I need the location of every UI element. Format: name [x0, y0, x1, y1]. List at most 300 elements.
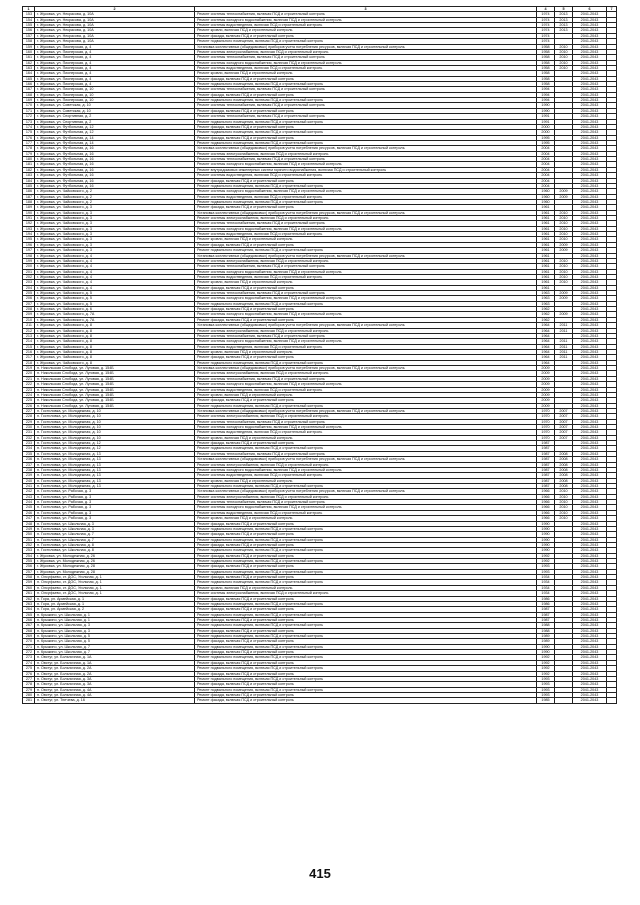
address-cell: г. Жуковка, ул. Чайковского, д. 5 [35, 291, 195, 296]
address-cell: г. Жуковка, ул. Некрасова, д. 10А [35, 23, 195, 28]
address-cell: п. Гостиловка, ул. Молодежная, д. 10 [35, 414, 195, 419]
row-number: 219 [23, 366, 35, 371]
row-number: 187 [23, 194, 35, 199]
row-number: 277 [23, 676, 35, 681]
work-type-cell: Ремонт подвального помещения, включая ПСД и строительный контроль [195, 446, 537, 451]
row-number: 271 [23, 644, 35, 649]
address-cell: г. Жуковка, ул. Чайковского, д. 3 [35, 210, 195, 215]
row-number: 245 [23, 505, 35, 510]
work-type-cell: Ремонт фасада, включая ПСД и строительный контроль [195, 92, 537, 97]
row-number: 259 [23, 580, 35, 585]
year-built-cell: 1961 [537, 285, 555, 290]
planned-period-cell: 2041-2043 [573, 350, 607, 355]
work-type-cell: Ремонт системы теплоснабжения, включая ПСД и строительный контроль [195, 500, 537, 505]
row-number: 230 [23, 425, 35, 430]
row-number: 167 [23, 87, 35, 92]
address-cell: г. Жуковка, ул. Чайковского, д. 3 [35, 248, 195, 253]
planned-period-cell: 2041-2043 [573, 226, 607, 231]
year-built-cell: 1993 [537, 687, 555, 692]
planned-period-cell: 2041-2043 [573, 339, 607, 344]
work-type-cell: Ремонт системы холодного водоснабжения, включая ПСД и строительный контроль [195, 339, 537, 344]
address-cell: п. Никольская Слобода, ул. Луговая, д. 154Б [35, 398, 195, 403]
planned-period-cell: 2041-2043 [573, 483, 607, 488]
work-type-cell: Ремонт подвального помещения, включая ПСД и строительный контроль [195, 183, 537, 188]
planned-period-cell: 2041-2043 [573, 457, 607, 462]
planned-period-cell: 2041-2043 [573, 216, 607, 221]
planned-period-cell: 2041-2043 [573, 591, 607, 596]
last-repair-year-cell: 2008 [555, 467, 573, 472]
row-number: 170 [23, 103, 35, 108]
row-number: 177 [23, 140, 35, 145]
year-built-cell: 1964 [537, 328, 555, 333]
planned-period-cell: 2041-2043 [573, 28, 607, 33]
planned-period-cell: 2041-2043 [573, 232, 607, 237]
address-cell: п. Гостиловка, ул. Рабочая, д. 3 [35, 510, 195, 515]
planned-period-cell: 2041-2043 [573, 419, 607, 424]
row-number: 223 [23, 387, 35, 392]
last-repair-year-cell: 2009 [555, 248, 573, 253]
year-built-cell: 1961 [537, 210, 555, 215]
planned-period-cell: 2041-2043 [573, 366, 607, 371]
row-number: 268 [23, 628, 35, 633]
year-built-cell: 2009 [537, 376, 555, 381]
work-type-cell: Ремонт фасада, включая ПСД и строительный контроль [195, 205, 537, 210]
address-cell: п. Гостиловка, ул. Молодежная, д. 12 [35, 446, 195, 451]
work-type-cell: Ремонт кровли, включая ПСД и строительный контроль [195, 392, 537, 397]
row-number: 227 [23, 408, 35, 413]
last-repair-year-cell: 2009 [555, 242, 573, 247]
row-number: 280 [23, 693, 35, 698]
planned-period-cell: 2041-2043 [573, 387, 607, 392]
year-built-cell: 1966 [537, 494, 555, 499]
work-type-cell: Ремонт системы холодного водоснабжения, включая ПСД и строительный контроль [195, 467, 537, 472]
row-number: 199 [23, 258, 35, 263]
year-built-cell: 1960 [537, 199, 555, 204]
address-cell: п. Овстуг, ул. Больничная, д. 3А [35, 682, 195, 687]
row-number: 247 [23, 516, 35, 521]
work-type-cell: Ремонт системы электроснабжения, включая ПСД и строительный контроль [195, 258, 537, 263]
work-type-cell: Установка коллективных (общедомовых) приборов учета потребления ресурсов, включая ПСД и строительный контроль [195, 44, 537, 49]
work-type-cell: Ремонт кровли, включая ПСД и строительный контроль [195, 516, 537, 521]
work-type-cell: Ремонт системы холодного водоснабжения, включая ПСД и строительный контроль [195, 296, 537, 301]
row-number: 161 [23, 55, 35, 60]
work-type-cell: Ремонт системы холодного водоснабжения, включая ПСД и строительный контроль [195, 382, 537, 387]
planned-period-cell: 2041-2043 [573, 360, 607, 365]
planned-period-cell: 2041-2043 [573, 55, 607, 60]
address-cell: г. Жуковка, ул. Чайковского, д. 3 [35, 216, 195, 221]
year-built-cell: 1987 [537, 457, 555, 462]
address-cell: г. Жуковка, ул. Чайковского, д. 4 [35, 274, 195, 279]
year-built-cell: 1990 [537, 644, 555, 649]
year-built-cell: 2009 [537, 398, 555, 403]
planned-period-cell: 2041-2043 [573, 264, 607, 269]
address-cell: п. Никольская Слобода, ул. Луговая, д. 154Б [35, 376, 195, 381]
work-type-cell: Ремонт системы электроснабжения, включая ПСД и строительный контроль [195, 216, 537, 221]
planned-period-cell: 2041-2043 [573, 65, 607, 70]
address-cell: г. Жуковка, ул. Молодежная, д. 28 [35, 564, 195, 569]
work-type-cell: Ремонт системы холодного водоснабжения, включая ПСД и строительный контроль [195, 60, 537, 65]
row-number: 228 [23, 414, 35, 419]
address-cell: п. Гостиловка, ул. Молодежная, д. 13 [35, 457, 195, 462]
work-type-cell: Ремонт системы электроснабжения, включая ПСД и строительный контроль [195, 328, 537, 333]
year-built-cell: 2009 [537, 371, 555, 376]
row-number: 266 [23, 617, 35, 622]
address-cell: п. Гора, ул. Армейская, д. 1 [35, 601, 195, 606]
work-type-cell: Ремонт фасада, включая ПСД и строительный контроль [195, 242, 537, 247]
year-built-cell: 1990 [537, 650, 555, 655]
work-type-cell: Ремонт кровли, включая ПСД и строительный контроль [195, 280, 537, 285]
row-number: 155 [23, 23, 35, 28]
header-cell-1: 1 [23, 7, 35, 12]
planned-period-cell: 2041-2043 [573, 285, 607, 290]
year-built-cell: 1987 [537, 441, 555, 446]
planned-period-cell: 2041-2043 [573, 671, 607, 676]
work-type-cell: Ремонт подвального помещения, включая ПСД и строительный контроль [195, 360, 537, 365]
work-type-cell: Ремонт внутридомовых инженерных систем горячего водоснабжения, включая ПСД и строительный контроль [195, 167, 537, 172]
work-type-cell: Ремонт системы теплоснабжения, включая ПСД и строительный контроль [195, 291, 537, 296]
planned-period-cell: 2041-2043 [573, 467, 607, 472]
work-type-cell: Ремонт системы электроснабжения, включая ПСД и строительный контроль [195, 151, 537, 156]
planned-period-cell: 2041-2043 [573, 580, 607, 585]
year-built-cell: 1961 [537, 226, 555, 231]
address-cell: г. Жуковка, ул. Пионерская, д. 4 [35, 82, 195, 87]
row-number: 197 [23, 248, 35, 253]
planned-period-cell: 2041-2043 [573, 344, 607, 349]
year-built-cell: 2009 [537, 382, 555, 387]
last-repair-year-cell: 2013 [555, 12, 573, 17]
address-cell: г. Жуковка, ул. Чайковского, д. 5 [35, 301, 195, 306]
year-built-cell: 2000 [537, 130, 555, 135]
address-cell: г. Жуковка, ул. Пионерская, д. 4 [35, 76, 195, 81]
address-cell: г. Жуковка, ул. Чайковского, д. 7А [35, 317, 195, 322]
planned-period-cell: 2041-2043 [573, 414, 607, 419]
address-cell: г. Жуковка, ул. Некрасова, д. 10А [35, 17, 195, 22]
year-built-cell: 1961 [537, 280, 555, 285]
last-repair-year-cell: 2007 [555, 435, 573, 440]
planned-period-cell: 2041-2043 [573, 221, 607, 226]
year-built-cell: 1960 [537, 194, 555, 199]
last-repair-year-cell: 2008 [555, 457, 573, 462]
last-repair-year-cell: 2011 [555, 344, 573, 349]
row-number: 246 [23, 510, 35, 515]
row-number: 171 [23, 108, 35, 113]
row-number: 154 [23, 17, 35, 22]
address-cell: п. Овстуг, ул. Больничная, д. 2А [35, 666, 195, 671]
row-number: 276 [23, 671, 35, 676]
planned-period-cell: 2041-2043 [573, 17, 607, 22]
work-type-cell: Ремонт системы водоотведения, включая ПСД и строительный контроль [195, 194, 537, 199]
row-number: 180 [23, 157, 35, 162]
year-built-cell: 1966 [537, 505, 555, 510]
year-built-cell: 1961 [537, 274, 555, 279]
year-built-cell: 1958 [537, 60, 555, 65]
year-built-cell: 1993 [537, 569, 555, 574]
last-repair-year-cell: 2011 [555, 323, 573, 328]
last-repair-year-cell: 2010 [555, 264, 573, 269]
work-type-cell: Ремонт кровли, включая ПСД и строительный контроль [195, 350, 537, 355]
last-repair-year-cell: 2010 [555, 258, 573, 263]
header-cell-7: 7 [607, 7, 617, 12]
planned-period-cell: 2041-2043 [573, 500, 607, 505]
row-number: 213 [23, 333, 35, 338]
address-cell: г. Жуковка, ул. Пионерская, д. 4 [35, 60, 195, 65]
row-number: 158 [23, 39, 35, 44]
year-built-cell: 1961 [537, 269, 555, 274]
address-cell: п. Гостиловка, ул. Молодежная, д. 10 [35, 408, 195, 413]
planned-period-cell: 2041-2043 [573, 92, 607, 97]
work-type-cell: Ремонт системы холодного водоснабжения, включая ПСД и строительный контроль [195, 312, 537, 317]
work-type-cell: Ремонт подвального помещения, включая ПСД и строительный контроль [195, 612, 537, 617]
last-repair-year-cell: 2009 [555, 296, 573, 301]
year-built-cell: 1961 [537, 253, 555, 258]
year-built-cell: 1991 [537, 114, 555, 119]
planned-period-cell: 2041-2043 [573, 548, 607, 553]
work-type-cell: Ремонт фасада, включая ПСД и строительный контроль [195, 124, 537, 129]
planned-period-cell: 2041-2043 [573, 537, 607, 542]
planned-period-cell: 2041-2043 [573, 516, 607, 521]
address-cell: п. Крыжино, ул. Школьная, д. 1 [35, 612, 195, 617]
planned-period-cell: 2041-2043 [573, 248, 607, 253]
address-cell: п. Овстуг, ул. Больничная, д. 1А [35, 655, 195, 660]
address-cell: г. Жуковка, ул. Спортивная, д. 2 [35, 114, 195, 119]
work-type-cell: Ремонт системы теплоснабжения, включая ПСД и строительный контроль [195, 12, 537, 17]
year-built-cell: 1961 [537, 264, 555, 269]
work-type-cell: Ремонт системы электроснабжения, включая ПСД и строительный контроль [195, 591, 537, 596]
planned-period-cell: 2041-2043 [573, 291, 607, 296]
row-number: 257 [23, 569, 35, 574]
planned-period-cell: 2041-2043 [573, 199, 607, 204]
work-type-cell: Ремонт системы водоотведения, включая ПСД и строительный контроль [195, 274, 537, 279]
last-repair-year-cell: 2007 [555, 408, 573, 413]
work-type-cell: Ремонт подвального помещения, включая ПСД и строительный контроль [195, 537, 537, 542]
row-number: 185 [23, 183, 35, 188]
last-repair-year-cell: 2011 [555, 350, 573, 355]
year-built-cell: 1992 [537, 660, 555, 665]
address-cell: г. Жуковка, ул. Некрасова, д. 10А [35, 39, 195, 44]
address-cell: г. Жуковка, ул. Чайковского, д. 7А [35, 312, 195, 317]
address-cell: г. Жуковка, ул. Пионерская, д. 10 [35, 87, 195, 92]
year-built-cell: 1961 [537, 216, 555, 221]
address-cell: п. Овстуг, ул. Больничная, д. 3А [35, 676, 195, 681]
year-built-cell: 1990 [537, 108, 555, 113]
year-built-cell: 1966 [537, 516, 555, 521]
work-type-cell: Ремонт подвального помещения, включая ПСД и строительный контроль [195, 39, 537, 44]
work-type-cell: Ремонт фасада, включая ПСД и строительный контроль [195, 698, 537, 703]
row-number: 181 [23, 162, 35, 167]
address-cell: п. Никольская Слобода, ул. Луговая, д. 154Б [35, 403, 195, 408]
planned-period-cell: 2041-2043 [573, 178, 607, 183]
row-number: 241 [23, 483, 35, 488]
row-number: 166 [23, 82, 35, 87]
work-type-cell: Ремонт системы водоотведения, включая ПСД и строительный контроль [195, 65, 537, 70]
address-cell: п. Гостиловка, ул. Школьная, д. 8 [35, 548, 195, 553]
last-repair-year-cell: 2010 [555, 65, 573, 70]
planned-period-cell: 2041-2043 [573, 60, 607, 65]
header-cell-4: 4 [537, 7, 555, 12]
row-number: 250 [23, 532, 35, 537]
address-cell: г. Жуковка, ул. Пионерская, д. 10 [35, 92, 195, 97]
row-number: 244 [23, 500, 35, 505]
last-repair-year-cell: 2010 [555, 269, 573, 274]
row-number: 191 [23, 216, 35, 221]
row-number: 162 [23, 60, 35, 65]
year-built-cell: 1992 [537, 559, 555, 564]
address-cell: г. Жуковка, ул. Некрасова, д. 10А [35, 33, 195, 38]
address-cell: п. Гостиловка, ул. Молодежная, д. 13 [35, 451, 195, 456]
last-repair-year-cell: 2008 [555, 473, 573, 478]
last-repair-year-cell: 2009 [555, 189, 573, 194]
address-cell: п. Крыжино, ул. Школьная, д. 5 [35, 639, 195, 644]
last-repair-year-cell: 2008 [555, 483, 573, 488]
work-type-cell: Ремонт подвального помещения, включая ПСД и строительный контроль [195, 82, 537, 87]
address-cell: п. Крыжино, ул. Школьная, д. 3 [35, 623, 195, 628]
row-number: 192 [23, 221, 35, 226]
planned-period-cell: 2041-2043 [573, 253, 607, 258]
planned-period-cell: 2041-2043 [573, 210, 607, 215]
planned-period-cell: 2041-2043 [573, 355, 607, 360]
row-number: 278 [23, 682, 35, 687]
header-cell-2: 2 [35, 7, 195, 12]
work-type-cell: Ремонт подвального помещения, включая ПСД и строительный контроль [195, 559, 537, 564]
address-cell: г. Жуковка, ул. Футбольная, д. 16 [35, 162, 195, 167]
address-cell: п. Гостиловка, ул. Молодежная, д. 13 [35, 467, 195, 472]
address-cell: г. Жуковка, ул. Некрасова, д. 10А [35, 12, 195, 17]
address-cell: г. Жуковка, ул. Некрасова, д. 10А [35, 28, 195, 33]
planned-period-cell: 2041-2043 [573, 435, 607, 440]
year-built-cell: 1987 [537, 467, 555, 472]
address-cell: г. Жуковка, ул. Чайковского, д. 8 [35, 333, 195, 338]
last-repair-year-cell: 2013 [555, 28, 573, 33]
work-type-cell: Ремонт подвального помещения, включая ПСД и строительный контроль [195, 666, 537, 671]
work-type-cell: Ремонт подвального помещения, включая ПСД и строительный контроль [195, 580, 537, 585]
row-number: 234 [23, 446, 35, 451]
row-number: 189 [23, 205, 35, 210]
address-cell: г. Жуковка, ул. Чайковского, д. 8 [35, 344, 195, 349]
year-built-cell: 1963 [537, 291, 555, 296]
work-type-cell: Ремонт системы теплоснабжения, включая ПСД и строительный контроль [195, 157, 537, 162]
planned-period-cell: 2041-2043 [573, 441, 607, 446]
planned-period-cell: 2041-2043 [573, 494, 607, 499]
year-built-cell: 1992 [537, 553, 555, 558]
planned-period-cell: 2041-2043 [573, 612, 607, 617]
planned-period-cell: 2041-2043 [573, 124, 607, 129]
year-built-cell: 1988 [537, 628, 555, 633]
row-number: 165 [23, 76, 35, 81]
row-number: 175 [23, 130, 35, 135]
address-cell: п. Гостиловка, ул. Школьная, д. 7 [35, 537, 195, 542]
year-built-cell: 1958 [537, 65, 555, 70]
planned-period-cell: 2041-2043 [573, 39, 607, 44]
address-cell: г. Жуковка, ул. Чайковского, д. 4 [35, 253, 195, 258]
planned-period-cell: 2041-2043 [573, 639, 607, 644]
row-number: 217 [23, 355, 35, 360]
year-built-cell: 1966 [537, 510, 555, 515]
year-built-cell: 1964 [537, 339, 555, 344]
year-built-cell: 1958 [537, 44, 555, 49]
row-number: 210 [23, 317, 35, 322]
address-cell: г. Жуковка, ул. Чайковского, д. 3 [35, 226, 195, 231]
year-built-cell: 1934 [537, 585, 555, 590]
year-built-cell: 1961 [537, 237, 555, 242]
year-built-cell: 1993 [537, 693, 555, 698]
planned-period-cell: 2041-2043 [573, 146, 607, 151]
year-built-cell: 1970 [537, 430, 555, 435]
address-cell: п. Гостиловка, ул. Рабочая, д. 3 [35, 494, 195, 499]
work-type-cell: Ремонт фасада, включая ПСД и строительный контроль [195, 693, 537, 698]
address-cell: п. Олсуфьево, ст. ДОС, Угольная, д. 1 [35, 585, 195, 590]
address-cell: п. Крыжино, ул. Школьная, д. 7 [35, 650, 195, 655]
work-type-cell: Установка коллективных (общедомовых) приборов учета потребления ресурсов, включая ПСД и строительный контроль [195, 253, 537, 258]
work-type-cell: Ремонт подвального помещения, включая ПСД и строительный контроль [195, 119, 537, 124]
row-number: 279 [23, 687, 35, 692]
last-repair-year-cell: 2009 [555, 312, 573, 317]
last-repair-year-cell: 2010 [555, 516, 573, 521]
planned-period-cell: 2041-2043 [573, 274, 607, 279]
work-type-cell: Ремонт системы электроснабжения, включая ПСД и строительный контроль [195, 414, 537, 419]
year-built-cell: 1993 [537, 564, 555, 569]
planned-period-cell: 2041-2043 [573, 693, 607, 698]
work-type-cell: Ремонт фасада, включая ПСД и строительный контроль [195, 178, 537, 183]
planned-period-cell: 2041-2043 [573, 140, 607, 145]
work-type-cell: Ремонт системы электроснабжения, включая ПСД и строительный контроль [195, 494, 537, 499]
planned-period-cell: 2041-2043 [573, 237, 607, 242]
address-cell: г. Жуковка, ул. Молодежная, д. 26 [35, 559, 195, 564]
row-number: 232 [23, 435, 35, 440]
year-built-cell: 1970 [537, 435, 555, 440]
year-built-cell: 1990 [537, 537, 555, 542]
year-built-cell: 1966 [537, 489, 555, 494]
table-row [23, 698, 617, 703]
planned-period-cell: 2041-2043 [573, 408, 607, 413]
year-built-cell: 1961 [537, 232, 555, 237]
planned-period-cell: 2041-2043 [573, 76, 607, 81]
work-type-cell: Ремонт фасада, включая ПСД и строительный контроль [195, 108, 537, 113]
last-repair-year-cell: 2013 [555, 17, 573, 22]
work-type-cell: Ремонт фасада, включая ПСД и строительный контроль [195, 542, 537, 547]
work-type-cell: Ремонт подвального помещения, включая ПСД и строительный контроль [195, 98, 537, 103]
work-type-cell: Ремонт системы теплоснабжения, включая ПСД и строительный контроль [195, 114, 537, 119]
last-repair-year-cell: 2010 [555, 510, 573, 515]
year-built-cell: 1990 [537, 526, 555, 531]
row-number: 156 [23, 28, 35, 33]
work-type-cell: Ремонт подвального помещения, включая ПСД и строительный контроль [195, 140, 537, 145]
work-type-cell: Ремонт системы электроснабжения, включая ПСД и строительный контроль [195, 49, 537, 54]
year-built-cell: 1970 [537, 419, 555, 424]
work-type-cell: Ремонт кровли, включая ПСД и строительный контроль [195, 585, 537, 590]
planned-period-cell: 2041-2043 [573, 430, 607, 435]
work-type-cell: Ремонт фасада, включая ПСД и строительный контроль [195, 650, 537, 655]
work-type-cell: Ремонт подвального помещения, включая ПСД и строительный контроль [195, 548, 537, 553]
row-number: 205 [23, 291, 35, 296]
row-number: 164 [23, 71, 35, 76]
row-number: 211 [23, 323, 35, 328]
year-built-cell: 1992 [537, 666, 555, 671]
year-built-cell: 1974 [537, 39, 555, 44]
work-type-cell: Ремонт фасада, включая ПСД и строительный контроль [195, 607, 537, 612]
row-number: 239 [23, 473, 35, 478]
year-built-cell: 1961 [537, 221, 555, 226]
page-number: 415 [309, 866, 331, 881]
row-number: 267 [23, 623, 35, 628]
work-type-cell: Ремонт системы холодного водоснабжения, включая ПСД и строительный контроль [195, 17, 537, 22]
year-built-cell: 1974 [537, 28, 555, 33]
address-cell: п. Гостиловка, ул. Молодежная, д. 10 [35, 430, 195, 435]
row-number: 225 [23, 398, 35, 403]
work-type-cell: Ремонт системы холодного водоснабжения, включая ПСД и строительный контроль [195, 269, 537, 274]
work-type-cell: Ремонт фасада, включая ПСД и строительный контроль [195, 553, 537, 558]
row-number: 235 [23, 451, 35, 456]
planned-period-cell: 2041-2043 [573, 398, 607, 403]
